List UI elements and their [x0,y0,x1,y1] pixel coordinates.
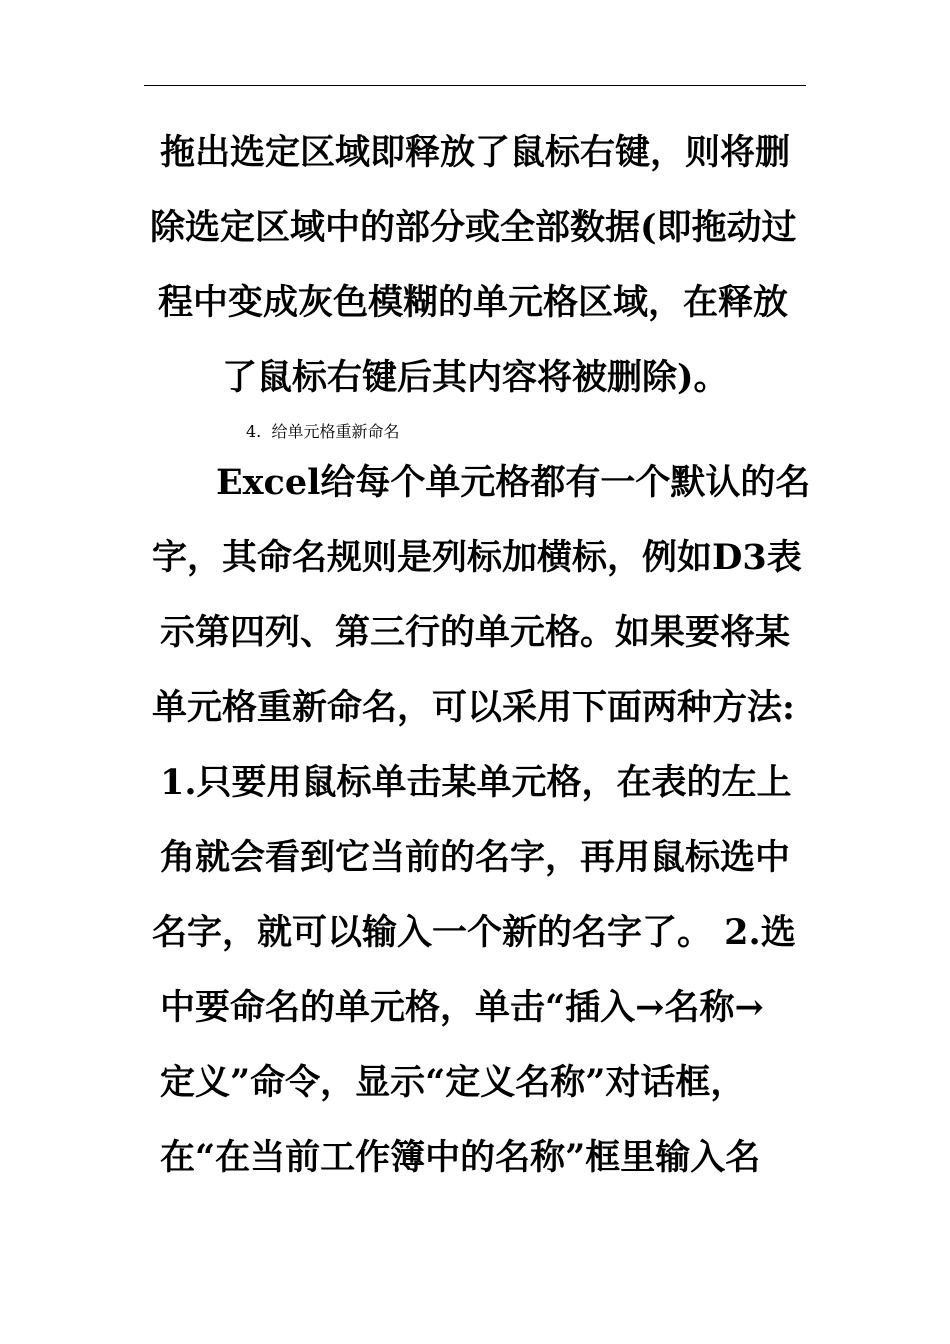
text-line: 在“在当前工作簿中的名称”框里输入名 [160,1137,761,1178]
text-line: 角就会看到它当前的名字，再用鼠标选中 [160,837,791,878]
text-line: 中要命名的单元格，单击“插入→名称→ [160,987,764,1028]
text-line: 1.只要用鼠标单击某单元格，在表的左上 [160,762,792,803]
text-line: 定义”命令，显示“定义名称”对话框， [160,1062,746,1103]
text-line: Excel给每个单元格都有一个默认的名 [216,462,811,503]
text-line: 字，其命名规则是列标加横标，例如D3表 [152,537,802,578]
text-line: 单元格重新命名，可以采用下面两种方法: [152,687,795,728]
text-line: 示第四列、第三行的单元格。如果要将某 [160,612,791,653]
text-line: 程中变成灰色模糊的单元格区域，在释放 [158,282,789,323]
text-line: 了鼠标右键后其内容将被删除)。 [222,357,729,398]
section-heading: 4. 给单元格重新命名 [246,422,400,441]
text-line: 除选定区域中的部分或全部数据(即拖动过 [150,207,797,248]
header-rule [144,85,806,86]
text-line: 拖出选定区域即释放了鼠标右键，则将删 [160,132,791,173]
text-line: 名字，就可以输入一个新的名字了。 2.选 [152,912,796,953]
